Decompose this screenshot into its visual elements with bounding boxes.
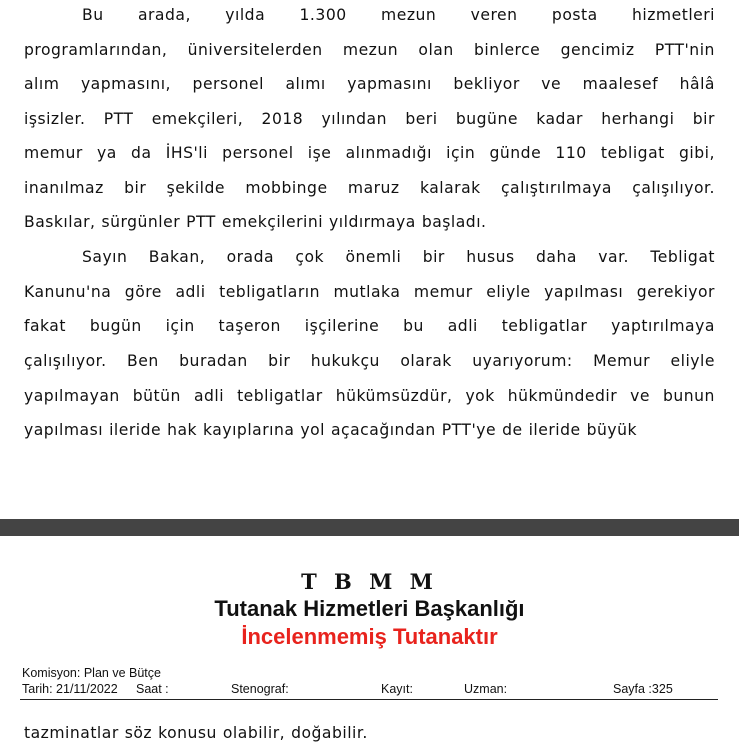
word: arada,: [137, 6, 191, 24]
word: PTT: [186, 213, 216, 231]
text-line: [24, 212, 715, 232]
text-line: [24, 386, 715, 406]
word: uyarıyorum:: [472, 352, 573, 370]
word: PTT'ye: [441, 421, 497, 439]
word: adli: [193, 387, 225, 405]
org-title: T B M M: [301, 569, 438, 594]
word: yol: [300, 421, 325, 439]
word: kadar: [536, 110, 583, 128]
word: yaptırılmaya: [611, 317, 715, 335]
word: alımı: [285, 75, 326, 93]
word: Bakan,: [148, 248, 206, 266]
word: yapılmayan: [24, 387, 120, 405]
word: memur: [413, 283, 473, 301]
word: konusu: [158, 724, 217, 742]
word: eliyle: [486, 283, 531, 301]
meta-stenograf: Stenograf:: [231, 682, 289, 696]
word: hükmündedir: [507, 387, 618, 405]
word: posta: [551, 6, 598, 24]
word: tebligatlar: [237, 387, 323, 405]
word: hukukçu: [310, 352, 380, 370]
word: günde: [489, 144, 542, 162]
word: üniversitelerden: [187, 41, 323, 59]
word: tebligat: [600, 144, 665, 162]
word: yılından: [321, 110, 387, 128]
word: bir: [422, 248, 445, 266]
word: hak: [167, 421, 198, 439]
word: gencimiz: [560, 41, 635, 59]
word: bugün: [89, 317, 142, 335]
word: kayıplarına: [203, 421, 295, 439]
word: ve: [541, 75, 562, 93]
word: Tebligat: [650, 248, 715, 266]
page-separator: [0, 519, 739, 536]
meta-saat: Saat :: [136, 682, 169, 696]
word: yapmasını: [347, 75, 432, 93]
word: bekliyor: [453, 75, 520, 93]
word: bir: [692, 110, 715, 128]
word: ya: [97, 144, 117, 162]
word: yapmasını,: [80, 75, 172, 93]
word: Ben: [127, 352, 159, 370]
word: mobbinge: [245, 179, 328, 197]
word: İHS'li: [165, 144, 208, 162]
meta-sayfa: Sayfa :325: [613, 682, 673, 696]
word: ileride: [528, 421, 581, 439]
word: bu: [403, 317, 424, 335]
word: olarak: [400, 352, 452, 370]
word: Kanunu'na: [24, 283, 112, 301]
word: hâlâ: [679, 75, 715, 93]
text-line: [82, 247, 715, 267]
word: yapılması: [544, 283, 624, 301]
word: bugüne: [455, 110, 518, 128]
word: maalesef: [582, 75, 659, 93]
word: çalışılıyor.: [24, 352, 107, 370]
meta-kayit: Kayıt:: [381, 682, 413, 696]
word: inanılmaz: [24, 179, 104, 197]
word: işe: [307, 144, 332, 162]
word: mutlaka: [333, 283, 401, 301]
word: büyük: [586, 421, 637, 439]
word: başladı.: [421, 213, 487, 231]
text-line: [24, 723, 715, 743]
word: ve: [630, 387, 650, 405]
word: olabilir,: [222, 724, 286, 742]
word: Bu: [82, 6, 104, 24]
word: doğabilir.: [291, 724, 368, 742]
word: bir: [124, 179, 147, 197]
word: şekilde: [166, 179, 225, 197]
word: işsizler.: [24, 110, 86, 128]
meta-tarih: Tarih: 21/11/2022: [22, 682, 118, 696]
word: yılda: [225, 6, 266, 24]
word: bütün: [132, 387, 181, 405]
word: emekçileri,: [151, 110, 244, 128]
word: herhangi: [601, 110, 675, 128]
word: daha: [536, 248, 577, 266]
word: hizmetleri: [632, 6, 715, 24]
word: buradan: [179, 352, 248, 370]
meta-komisyon: Komisyon: Plan ve Bütçe: [22, 666, 161, 680]
word: 110: [555, 144, 587, 162]
word: mezun: [342, 41, 399, 59]
meta-divider: [20, 699, 718, 700]
word: yok: [465, 387, 495, 405]
word: işçilerine: [304, 317, 380, 335]
word: hükümsüzdür,: [335, 387, 453, 405]
text-line: [82, 5, 715, 25]
word: emekçilerini: [221, 213, 324, 231]
word: bunun: [662, 387, 715, 405]
word: önemli: [345, 248, 402, 266]
word: için: [165, 317, 195, 335]
word: memur: [24, 144, 83, 162]
word: da: [131, 144, 152, 162]
word: çalıştırılmaya: [500, 179, 612, 197]
word: yıldırmaya: [329, 213, 416, 231]
word: söz: [124, 724, 153, 742]
word: var.: [598, 248, 630, 266]
word: Memur: [593, 352, 651, 370]
word: veren: [470, 6, 518, 24]
word: tebligatların: [219, 283, 320, 301]
word: çalışılıyor.: [632, 179, 715, 197]
word: alınmadığı: [345, 144, 432, 162]
word: PTT: [103, 110, 134, 128]
word: için: [446, 144, 476, 162]
word: Sayın: [82, 248, 128, 266]
text-line: [24, 74, 715, 94]
word: adli: [175, 283, 206, 301]
word: de: [502, 421, 523, 439]
meta-uzman: Uzman:: [464, 682, 508, 696]
word: 1.300: [299, 6, 347, 24]
text-line: [24, 351, 715, 371]
word: olan: [418, 41, 454, 59]
text-line: [24, 40, 715, 60]
word: bir: [268, 352, 291, 370]
word: adli: [447, 317, 478, 335]
text-line: [24, 109, 715, 129]
word: fakat: [24, 317, 66, 335]
word: personel: [222, 144, 294, 162]
word: tazminatlar: [24, 724, 119, 742]
text-line: [24, 143, 715, 163]
word: gerekiyor: [636, 283, 715, 301]
word: sürgünler: [101, 213, 181, 231]
word: programlarından,: [24, 41, 168, 59]
word: açacağından: [331, 421, 436, 439]
word: PTT'nin: [654, 41, 715, 59]
word: yapılması: [24, 421, 104, 439]
word: 2018: [261, 110, 304, 128]
text-line: [24, 282, 715, 302]
word: husus: [466, 248, 515, 266]
word: tebligatlar: [501, 317, 588, 335]
word: ileride: [109, 421, 162, 439]
word: binlerce: [474, 41, 541, 59]
word: personel: [192, 75, 264, 93]
word: beri: [405, 110, 438, 128]
word: taşeron: [218, 317, 281, 335]
word: kalarak: [419, 179, 481, 197]
word: maruz: [347, 179, 400, 197]
word: gibi,: [678, 144, 715, 162]
word: eliyle: [670, 352, 715, 370]
word: göre: [124, 283, 162, 301]
word: orada: [226, 248, 275, 266]
office-title: Tutanak Hizmetleri Başkanlığı: [214, 596, 525, 621]
notice-title: İncelenmemiş Tutanaktır: [241, 624, 498, 649]
word: mezun: [381, 6, 437, 24]
word: Baskılar,: [24, 213, 96, 231]
text-line: [24, 420, 715, 440]
word: çok: [295, 248, 325, 266]
text-line: [24, 316, 715, 336]
word: alım: [24, 75, 60, 93]
text-line: [24, 178, 715, 198]
